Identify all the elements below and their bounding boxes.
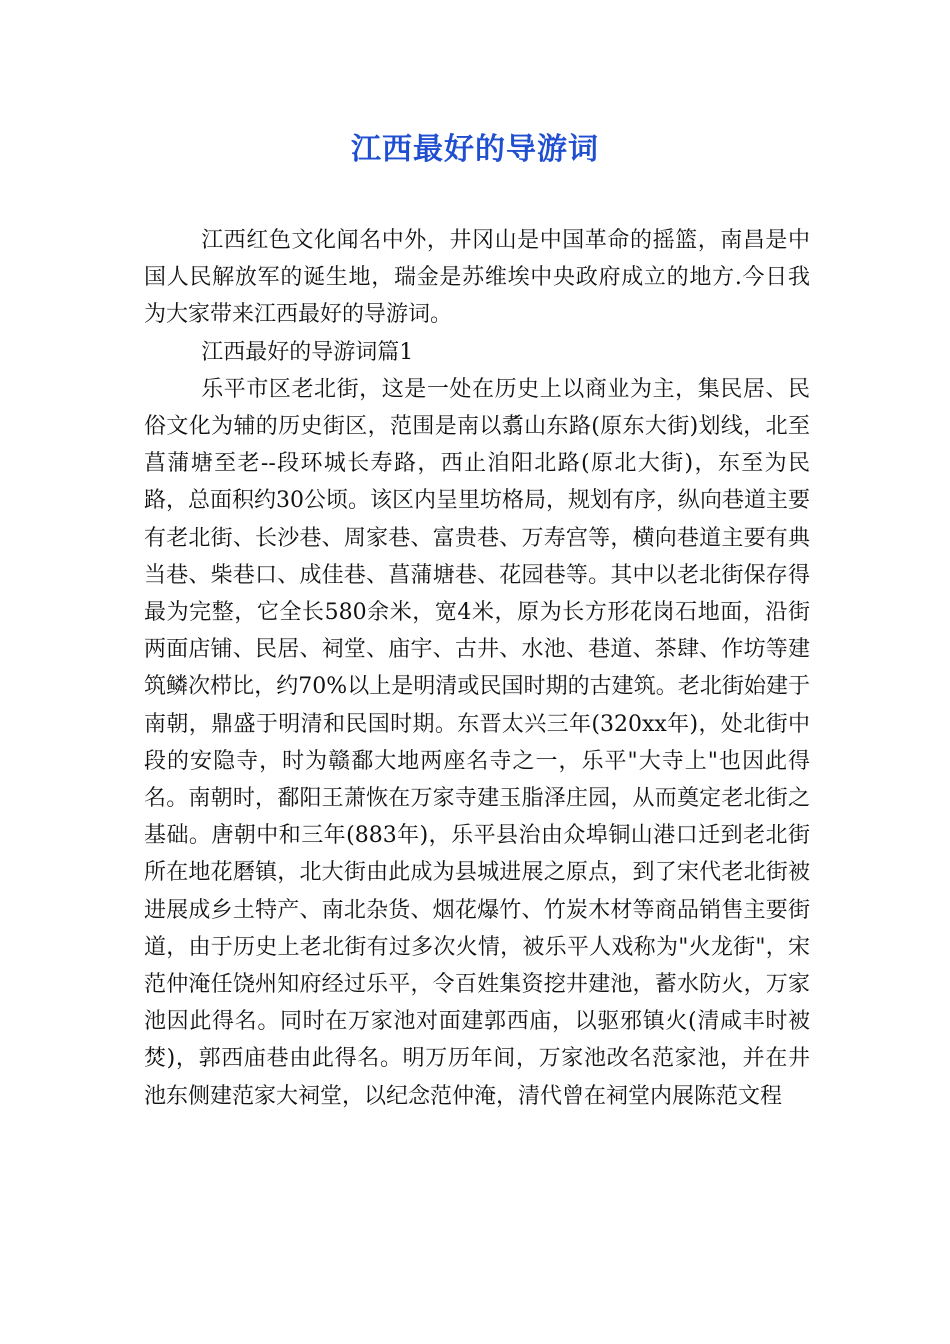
- intro-paragraph: 江西红色文化闻名中外，井冈山是中国革命的摇篮，南昌是中国人民解放军的诞生地，瑞金是苏维埃中央政府成立的地方.今日我为大家带来江西最好的导游词。: [144, 228, 810, 328]
- section-heading: 江西最好的导游词篇1: [201, 339, 414, 365]
- document-body: [144, 222, 810, 1115]
- document-title: 江西最好的导游词: [351, 132, 599, 167]
- body-paragraph: 乐平市区老北街，这是一处在历史上以商业为主，集民居、民俗文化为辅的历史街区，范围是南以翥山东路(原东大街)划线，北至菖蒲塘至老--段环城长寿路，西止洎阳北路(原北大街)，东至为民路，总面积约30公顷。该区内呈里坊格局，规划有序，纵向巷道主要有老北街、长沙巷、周家巷、富贵巷、万寿宫等，横向巷道主要有典当巷、柴巷口、成佳巷、菖蒲塘巷、花园巷等。其中以老北街保存得最为完整，它全长580余米，宽4米，原为长方形花岗石地面，沿街两面店铺、民居、祠堂、庙宇、古井、水池、巷道、茶肆、作坊等建筑鳞次栉比，约70%以上是明清或民国时期的古建筑。老北街始建于南朝，鼎盛于明清和民国时期。东晋太兴三年(320xx年)，处北街中段的安隐寺，时为赣鄱大地两座名寺之一，乐平"大寺上"也因此得名。南朝时，鄱阳王萧恢在万家寺建玉脂泽庄园，从而奠定老北街之基础。唐朝中和三年(883年)，乐平县治由众埠铜山港口迁到老北街所在地花磿镇，北大街由此成为县城进展之原点，到了宋代老北街被进展成乡土特产、南北杂货、烟花爆竹、竹炭木材等商品销售主要街道，由于历史上老北街有过多次火情，被乐平人戏称为"火龙街"，宋范仲淹任饶州知府经过乐平，令百姓集资挖井建池，蓄水防火，万家池因此得名。同时在万家池对面建郭西庙，以驱邪镇火(清咸丰时被焚)，郭西庙巷由此得名。明万历年间，万家池改名范家池，并在井池东侧建范家大祠堂，以纪念范仲淹，清代曾在祠堂内展陈范文程: [144, 376, 810, 1109]
